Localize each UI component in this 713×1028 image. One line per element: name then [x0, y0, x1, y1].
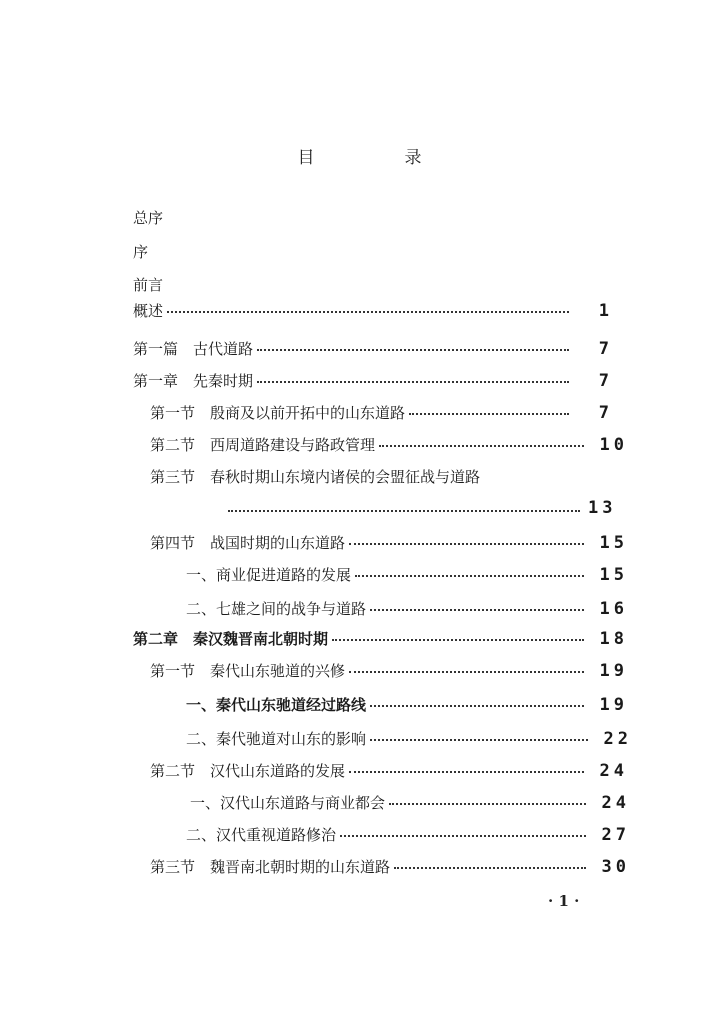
toc-entry-label: 二、汉代重视道路修治: [186, 826, 337, 844]
dot-leader: [409, 403, 569, 418]
toc-entry-label: 一、汉代山东道路与商业都会: [190, 794, 386, 812]
toc-entry-label: 第二节 汉代山东道路的发展: [150, 762, 346, 780]
toc-entry: [186, 728, 632, 749]
toc-entry-label: 第四节 战国时期的山东道路: [150, 534, 346, 552]
dot-leader: [332, 629, 584, 644]
toc-entry-page: 19: [599, 695, 628, 715]
toc-entry: [150, 760, 628, 781]
toc-entry: [133, 628, 628, 649]
toc-entry: [150, 532, 628, 553]
dot-leader: [349, 661, 584, 676]
toc-entry: [150, 434, 628, 455]
toc-entry-label: 二、七雄之间的战争与道路: [186, 600, 367, 618]
toc-entry-label: 第一节 秦代山东驰道的兴修: [150, 662, 346, 680]
toc-entry-page: 27: [601, 825, 630, 845]
dot-leader: [370, 729, 588, 744]
toc-entry: [186, 824, 630, 845]
toc-entry-page: 24: [601, 793, 630, 813]
toc-entry-page: 13: [588, 498, 617, 518]
toc-entry: [190, 792, 630, 813]
toc-entry-page: 7: [598, 371, 613, 391]
toc-entry: [150, 466, 628, 487]
dot-leader: [389, 793, 586, 808]
toc-entry-label: 第三节 魏晋南北朝时期的山东道路: [150, 858, 391, 876]
toc-entry-label: 第二节 西周道路建设与路政管理: [150, 436, 376, 454]
toc-entry-label: 第三节 春秋时期山东境内诸侯的会盟征战与道路: [150, 468, 481, 486]
toc-entry-page: 15: [599, 565, 628, 585]
toc-entry-label: 一、商业促进道路的发展: [186, 566, 352, 584]
toc-entry: [133, 370, 613, 391]
toc-entry: [150, 856, 630, 877]
toc-entry-page: 30: [601, 857, 630, 877]
toc-entry: [150, 660, 628, 681]
dot-leader: [355, 565, 584, 580]
toc-entry-page: 7: [598, 403, 613, 423]
toc-entry-page: 1: [598, 301, 613, 321]
toc-entry-label: 第一节 殷商及以前开拓中的山东道路: [150, 404, 406, 422]
toc-entry: [133, 338, 613, 359]
page-title: 目录: [297, 148, 512, 168]
dot-leader: [379, 435, 584, 450]
toc-entry: [133, 300, 613, 321]
dot-leader: [349, 533, 584, 548]
toc-entry-label: 概述: [133, 302, 164, 320]
dot-leader: [257, 339, 569, 354]
toc-entry-label: 第一篇 古代道路: [133, 340, 254, 358]
toc-entry-label: 二、秦代驰道对山东的影响: [186, 730, 367, 748]
dot-leader: [370, 599, 584, 614]
toc-entry: [186, 598, 628, 619]
toc-entry: [186, 564, 628, 585]
toc-entry-page: 24: [599, 761, 628, 781]
toc-entry-page: 16: [599, 599, 628, 619]
dot-leader: [257, 371, 569, 386]
toc-entry-page: 15: [599, 533, 628, 553]
dot-leader: [167, 301, 569, 316]
toc-entry-label: 第二章 秦汉魏晋南北朝时期: [133, 630, 329, 648]
toc-entry-page: 10: [599, 435, 628, 455]
page-number-footer: · 1 ·: [548, 892, 580, 910]
toc-entry-page: 7: [598, 339, 613, 359]
toc-entry-label: 一、秦代山东驰道经过路线: [186, 696, 367, 714]
dot-leader: [340, 825, 586, 840]
dot-leader: [349, 761, 584, 776]
toc-entry-page: 22: [603, 729, 632, 749]
toc-item-qianyan: 前言: [133, 276, 164, 294]
toc-item-xu: 序: [133, 243, 149, 261]
dot-leader: [394, 857, 586, 872]
toc-item-zongxu: 总序: [133, 209, 164, 227]
dot-leader: [228, 508, 580, 512]
toc-entry-page: 18: [599, 629, 628, 649]
toc-entry: [186, 694, 628, 715]
dot-leader: [370, 695, 584, 710]
toc-entry-page: 19: [599, 661, 628, 681]
toc-entry-label: 第一章 先秦时期: [133, 372, 254, 390]
toc-entry: [150, 402, 613, 423]
